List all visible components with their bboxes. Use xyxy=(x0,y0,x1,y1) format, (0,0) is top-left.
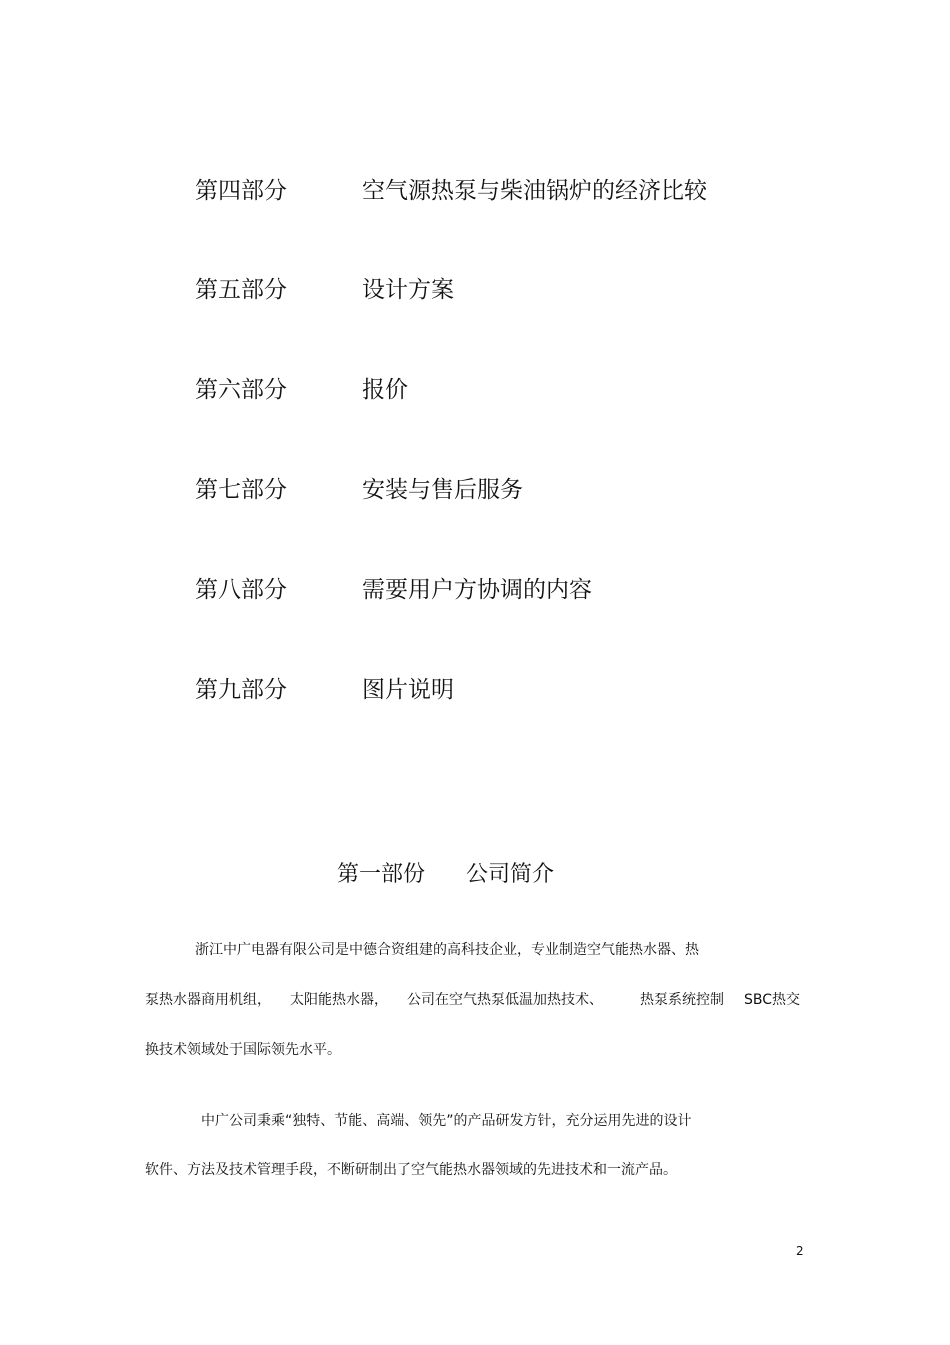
toc-part-label: 第七部分 xyxy=(195,477,287,503)
toc-part-title: 安装与售后服务 xyxy=(362,477,523,503)
page-number: 2 xyxy=(796,1244,804,1258)
paragraph-line-segment: SBC热交 xyxy=(744,992,801,1008)
paragraph-line: 浙江中广电器有限公司是中德合资组建的高科技企业，专业制造空气能热水器、热 xyxy=(195,942,699,958)
toc-part-title: 设计方案 xyxy=(362,277,454,303)
paragraph-line-segment: 热泵系统控制 xyxy=(640,992,724,1008)
toc-part-label: 第六部分 xyxy=(195,377,287,403)
toc-part-label: 第五部分 xyxy=(195,277,287,303)
paragraph-line: 软件、方法及技术管理手段，不断研制出了空气能热水器领域的先进技术和一流产品。 xyxy=(145,1162,677,1178)
toc-part-title: 报价 xyxy=(362,377,408,403)
paragraph-line: 换技术领域处于国际领先水平。 xyxy=(145,1042,341,1058)
paragraph-line-segment: 泵热水器商用机组， xyxy=(145,992,271,1008)
toc-part-label: 第四部分 xyxy=(195,178,287,204)
toc-part-title: 空气源热泵与柴油锅炉的经济比较 xyxy=(362,178,707,204)
toc-part-label: 第八部分 xyxy=(195,577,287,603)
paragraph-line: 中广公司秉乘“独特、节能、高端、领先”的产品研发方针，充分运用先进的设计 xyxy=(201,1113,692,1129)
toc-part-title: 图片说明 xyxy=(362,677,454,703)
paragraph-line-segment: 太阳能热水器， xyxy=(290,992,388,1008)
toc-part-title: 需要用户方协调的内容 xyxy=(362,577,592,603)
toc-part-label: 第九部分 xyxy=(195,677,287,703)
section-title: 公司简介 xyxy=(466,862,555,887)
paragraph-line-segment: 公司在空气热泵低温加热技术、 xyxy=(407,992,603,1008)
section-part-label: 第一部份 xyxy=(337,862,426,887)
